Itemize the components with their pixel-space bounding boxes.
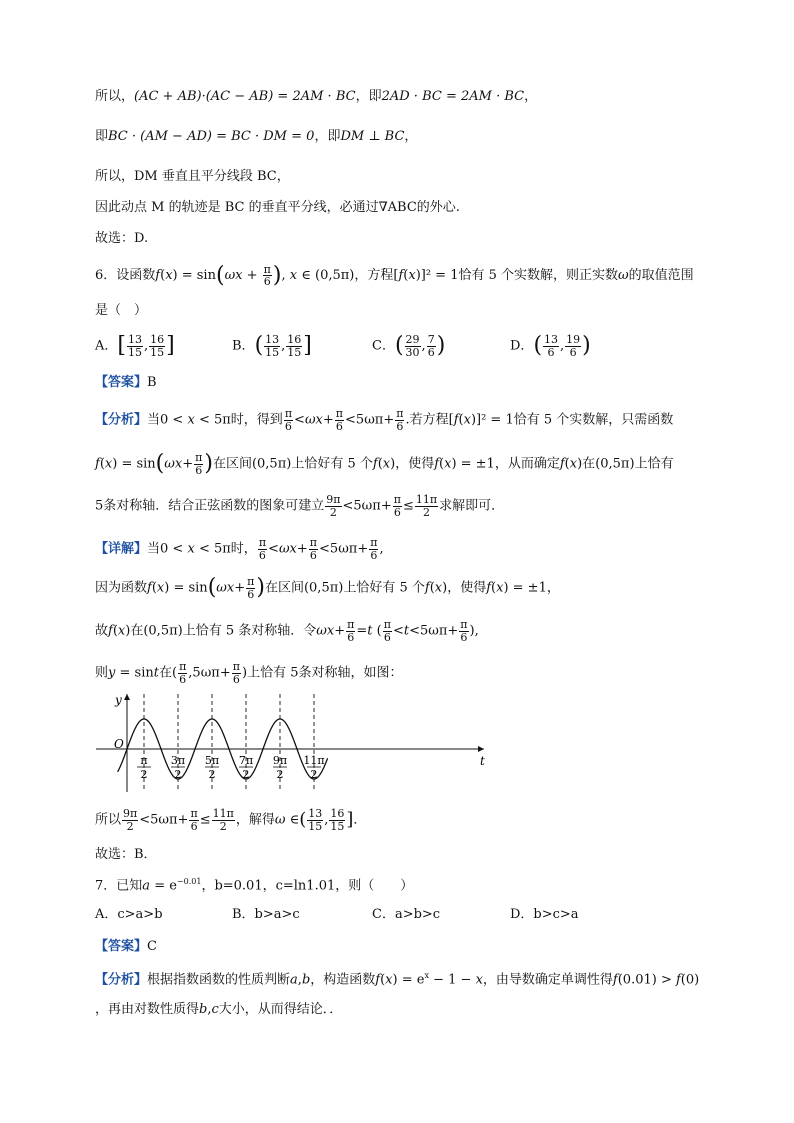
answer-tag: 【答案】	[95, 939, 148, 954]
tick-label-denominator: 2	[140, 768, 148, 781]
tick-label-denominator: 2	[242, 768, 250, 781]
q6-detail-3: 故f(x)在(0,5π)上恰有 5 条对称轴．令ωx+ $\frac{\pi}{6}$ =t ( $\frac{\pi}{6}$ <t<5ωπ+ $\frac{\pi}{6}$ ),	[95, 618, 479, 644]
q6-option-a[interactable]: A．[ $\frac{13}{15}$ , $\frac{16}{15}$ ]	[95, 333, 175, 359]
q7-analysis-2: ，再由对数性质得b,c大小，从而得结论．．	[95, 1002, 343, 1017]
q7-analysis-1: 【分析】根据指数函数的性质判断a,b，构造函数$f(x) = e^x - 1 - x$，由导数确定单调性得f(0.01) > f(0)	[95, 971, 700, 988]
tick-group	[137, 694, 325, 792]
prev-line-3: 所以，DM 垂直且平分线段 BC，	[95, 169, 290, 184]
q6-detail-2: 因为函数f(x) = sin(ωx+ $\frac{\pi}{6}$ )在区间(0,5π)上恰好有 5 个f(x)，使得f(x) = ±1，	[95, 575, 560, 601]
q7-option-d[interactable]: D．b>c>a	[510, 907, 579, 922]
analysis-tag: 【分析】	[95, 972, 148, 988]
q6-stem-cont: 是（ ）	[95, 303, 148, 318]
prev-line-4: 因此动点 M 的轨迹是 BC 的垂直平分线，必通过∇ABC的外心.	[95, 200, 460, 215]
vector-expression: 2AD · BC = 2AM · BC	[381, 89, 525, 104]
tick-label-denominator: 2	[310, 768, 318, 781]
q6-option-d[interactable]: D．( $\frac{13}{6}$ , $\frac{19}{6}$ )	[510, 333, 591, 359]
q6-analysis-1: 【分析】当0 < x < 5π时，得到 $\frac{\pi}{6}$ <ωx+ $\frac{\pi}{6}$ <5ωπ+ $\frac{\pi}{6}$ .若方程[f(x)]² = 1恰有 5 个实数解，只需函数	[95, 407, 674, 433]
origin-label: O	[114, 737, 124, 751]
tick-label-denominator: 2	[208, 768, 216, 781]
q6-stem: 6．设函数f(x) = sin(ωx + $\frac{\pi}{6}$ ), x ∈ (0,5π)，方程[f(x)]² = 1恰有 5 个实数解，则正实数ω的取值范围	[95, 262, 694, 289]
q6-answer: 【答案】B	[95, 375, 157, 390]
q6-analysis-3: 5条对称轴．结合正弦函数的图象可建立 $\frac{9\pi}{2}$ <5ωπ+ $\frac{\pi}{6}$ ≤ $\frac{11\pi}{2}$ 求解即可．	[95, 493, 505, 519]
tick-label-numerator: 7π	[238, 754, 254, 767]
prev-line-1: 所以，(AC + AB)·(AC − AB) = 2AM · BC，即2AD · BC = 2AM · BC，	[95, 89, 538, 104]
y-axis-label: y	[115, 693, 122, 707]
tick-label-denominator: 2	[276, 768, 284, 781]
vector-expression: BC · (AM − AD) = BC · DM = 0	[108, 129, 315, 144]
q7-stem: 7．已知$a = e^{-0.01}$，b=0.01，c=ln1.01，则（ ）	[95, 877, 414, 894]
math-fx: f	[155, 268, 161, 284]
detail-tag: 【详解】	[95, 541, 148, 557]
q7-option-b[interactable]: B．b>a>c	[232, 907, 300, 922]
prev-line-2: 即BC · (AM − AD) = BC · DM = 0，即DM ⊥ BC，	[95, 129, 418, 144]
q6-option-b[interactable]: B．( $\frac{13}{15}$ , $\frac{16}{15}$ ]	[232, 333, 312, 359]
tick-label-denominator: 2	[174, 768, 182, 781]
tick-label-numerator: 11π	[303, 754, 325, 767]
q7-option-c[interactable]: C．a>b>c	[372, 907, 441, 922]
perpendicular-expression: DM ⊥ BC	[340, 129, 405, 144]
tick-label-numerator: 9π	[272, 754, 288, 767]
q7-answer: 【答案】C	[95, 939, 157, 954]
tick-label-numerator: π	[140, 754, 148, 767]
q6-analysis-2: f(x) = sin(ωx+ $\frac{\pi}{6}$ )在区间(0,5π)上恰好有 5 个f(x)，使得f(x) = ±1，从而确定f(x)在(0,5π)上恰有	[95, 451, 674, 477]
x-axis-label: t	[480, 754, 485, 768]
fraction: $\frac{\pi}{6}$	[263, 262, 271, 289]
tick-label-numerator: 3π	[170, 754, 186, 767]
tick-label-numerator: 5π	[204, 754, 220, 767]
vector-expression: (AC + AB)·(AC − AB) = 2AM · BC	[134, 89, 356, 104]
q6-option-c[interactable]: C．( $\frac{29}{30}$ , $\frac{7}{6}$ )	[372, 333, 446, 359]
prev-line-5: 故选：D.	[95, 231, 149, 246]
q6-detail-4: 则y = sint在( $\frac{\pi}{6}$ ,5ωπ+ $\frac{\pi}{6}$ )上恰有 5条对称轴，如图：	[95, 660, 403, 686]
q6-final: 故选：B．	[95, 847, 157, 862]
sine-graph	[92, 688, 492, 798]
q7-option-a[interactable]: A．c>a>b	[95, 907, 163, 922]
answer-tag: 【答案】	[95, 375, 148, 390]
q6-conclusion: 所以 $\frac{9\pi}{2}$ <5ωπ+ $\frac{\pi}{6}$ ≤ $\frac{11\pi}{2}$ ，解得ω ∈( $\frac{13}{15}$ , $\frac{16}{15}$ ]．	[95, 807, 367, 833]
q6-detail-1: 【详解】当0 < x < 5π时， $\frac{\pi}{6}$ <ωx+ $\frac{\pi}{6}$ <5ωπ+ $\frac{\pi}{6}$ ,	[95, 536, 384, 562]
analysis-tag: 【分析】	[95, 412, 148, 428]
